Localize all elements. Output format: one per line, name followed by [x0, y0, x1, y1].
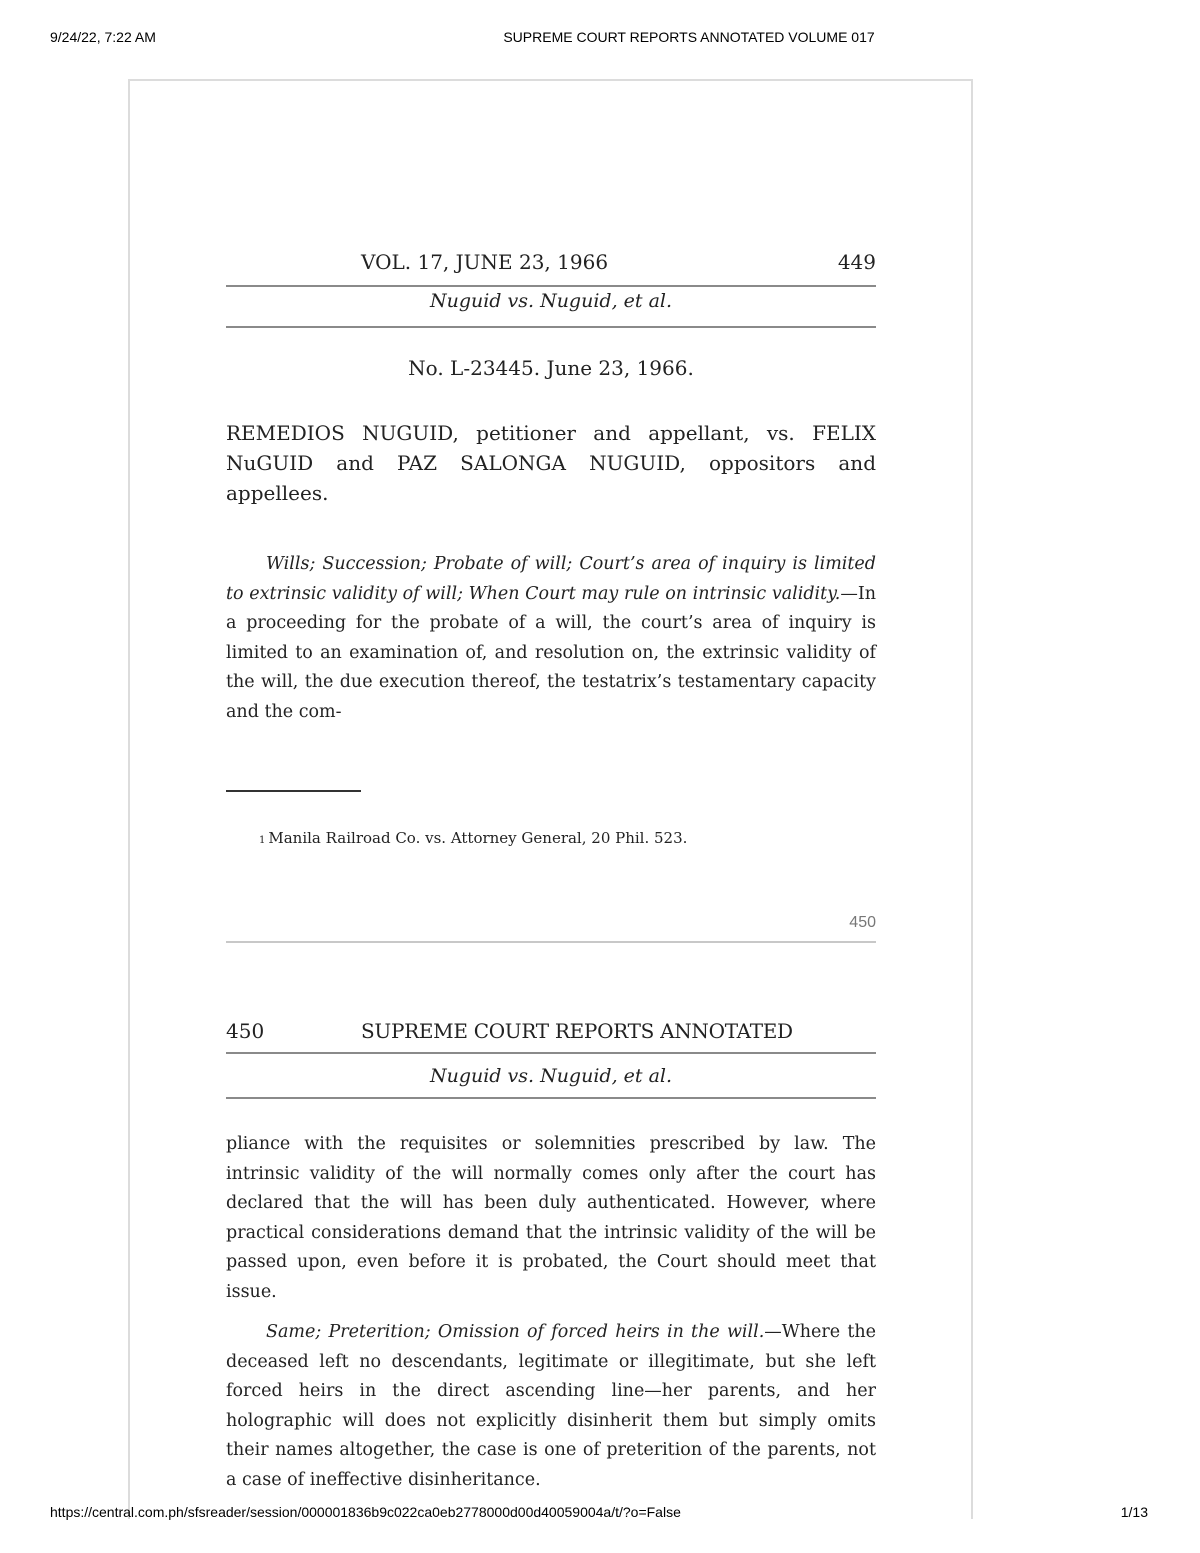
running-head-449: [226, 250, 876, 280]
page-url: https://central.com.ph/sfsreader/session/000001836b9c022ca0eb2778000d00d40059004a/t/?o=False: [50, 1504, 681, 1520]
print-header: [0, 29, 1200, 49]
continued-paragraph: pliance with the requisites or solemnities prescribed by law. The intrinsic validity of the will normally comes only after the court has declared that the will has been duly authenticated. However, where practical considerations demand that the intrinsic validity of the will be passed upon, even before it is probated, the Court should meet that issue.: [226, 1134, 876, 1302]
header-rule: [226, 285, 876, 287]
volume-line: VOL. 17, JUNE 23, 1966: [361, 250, 609, 274]
caption-rule: [226, 326, 876, 328]
next-page-marker: 450: [849, 914, 876, 931]
syllabus-1-body: —In a proceeding for the probate of a will, the court’s area of inquiry is limited to an examination of, and resolution on, the extrinsic validity of the will, the due execution thereof, the testatrix’s testamentary capacity and the com-: [226, 583, 876, 722]
syllabus-paragraph-2: [226, 1318, 876, 1496]
footnote-text: Manila Railroad Co. vs. Attorney General, 20 Phil. 523.: [268, 829, 688, 847]
syllabus-2-body: —Where the deceased left no descendants, legitimate or illegitimate, but she left forced heirs in the direct ascending line—her parents, and her holographic will does not explicitly disinherit them but simply omits their names altogether, the case is one of preterition of the parents, not a case of ineffective disinheritance.: [226, 1322, 876, 1490]
case-caption: Nuguid vs. Nuguid, et al.: [429, 1065, 673, 1087]
print-title: SUPREME COURT REPORTS ANNOTATED VOLUME 017: [503, 29, 875, 45]
syllabus-paragraph-1: [226, 550, 876, 728]
page-separator: [226, 941, 876, 943]
print-footer: [0, 1504, 1200, 1524]
header-rule: [226, 1052, 876, 1054]
case-caption: Nuguid vs. Nuguid, et al.: [429, 290, 673, 312]
footnote-rule: [226, 790, 361, 792]
reporter-title: SUPREME COURT REPORTS ANNOTATED: [361, 1019, 793, 1043]
page-number-450: 450: [226, 1019, 265, 1043]
page-number-449: 449: [837, 250, 876, 274]
footnote-1: [259, 829, 687, 847]
case-parties: REMEDIOS NUGUID, petitioner and appellant, vs. FELIX NuGUID and PAZ SALONGA NUGUID, oppositors and appellees.: [226, 421, 876, 505]
case-number: No. L-23445. June 23, 1966.: [408, 356, 694, 380]
syllabus-1-headnote: Wills; Succession; Probate of will; Court’s area of inquiry is limited to extrinsic validity of will; When Court may rule on intrinsic validity.: [226, 554, 876, 604]
syllabus-2-headnote: Same; Preterition; Omission of forced heirs in the will.: [266, 1322, 765, 1342]
caption-rule: [226, 1097, 876, 1099]
print-page-count: 1/13: [1120, 1504, 1148, 1520]
running-head-450: [226, 1019, 876, 1049]
print-datetime: 9/24/22, 7:22 AM: [50, 29, 156, 45]
footnote-marker: 1: [259, 835, 266, 846]
